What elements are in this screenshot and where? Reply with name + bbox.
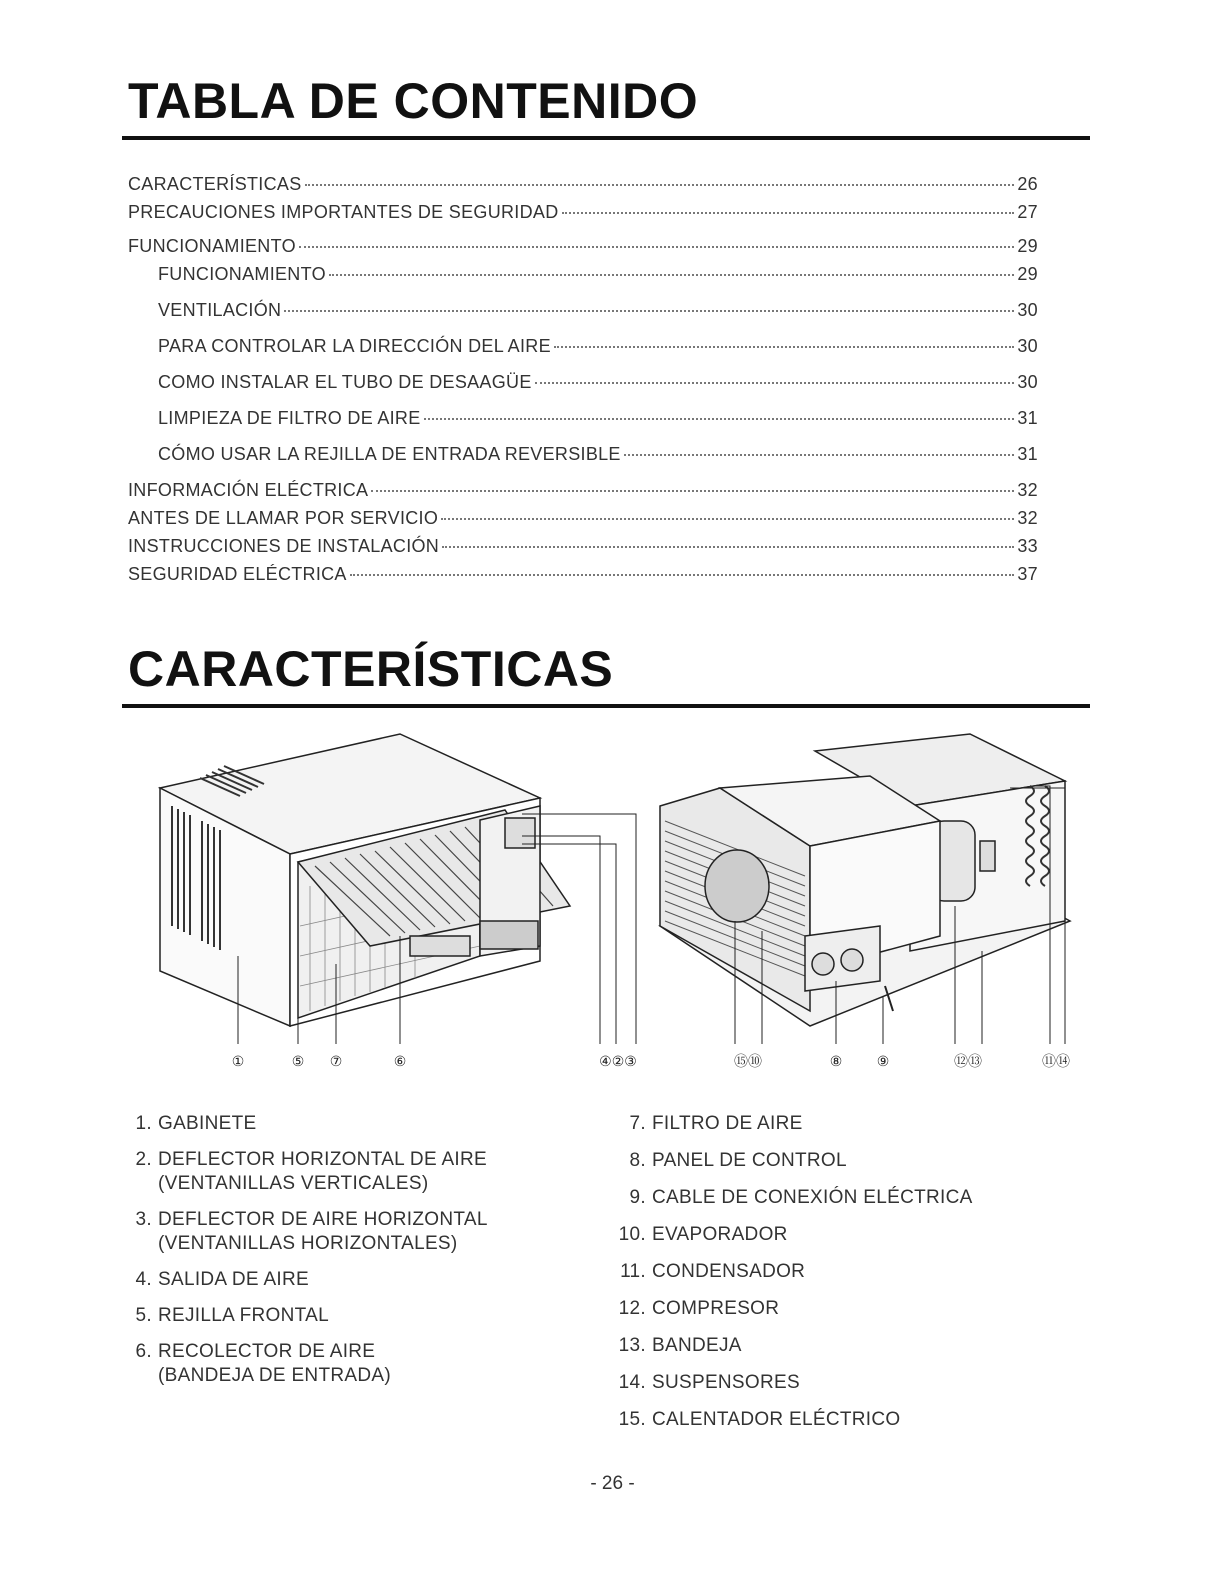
part-name: REJILLA FRONTAL xyxy=(158,1305,329,1326)
table-of-contents xyxy=(128,174,1038,592)
part-name: COMPRESOR xyxy=(652,1298,780,1319)
toc-heading: TABLA DE CONTENIDO xyxy=(128,73,699,129)
part-item xyxy=(616,1408,973,1432)
front-view-unit xyxy=(160,734,570,1026)
toc-dot-leader xyxy=(624,454,1015,456)
callout-4-2-3: ④②③ xyxy=(599,1053,637,1069)
toc-entry xyxy=(128,444,1038,480)
part-item xyxy=(122,1340,488,1388)
features-heading: CARACTERÍSTICAS xyxy=(128,641,614,697)
callout-8: ⑧ xyxy=(829,1053,843,1069)
toc-entry-page: 33 xyxy=(1017,536,1038,556)
part-name: CONDENSADOR xyxy=(652,1261,806,1282)
part-number: 4. xyxy=(135,1269,152,1290)
toc-entry-page: 29 xyxy=(1017,236,1038,256)
toc-entry-page: 30 xyxy=(1017,336,1038,356)
toc-entry-page: 30 xyxy=(1017,372,1038,392)
part-item xyxy=(122,1148,488,1196)
toc-entry xyxy=(128,202,1038,230)
callout-1: ① xyxy=(231,1053,245,1069)
chassis-view-unit xyxy=(660,734,1070,1026)
part-name: EVAPORADOR xyxy=(652,1224,788,1245)
toc-entry-page: 31 xyxy=(1017,444,1038,464)
toc-heading-rule xyxy=(122,136,1090,140)
part-number: 2. xyxy=(135,1149,152,1170)
part-number: 5. xyxy=(135,1305,152,1326)
part-name: RECOLECTOR DE AIRE (BANDEJA DE ENTRADA) xyxy=(158,1341,391,1386)
part-number: 15. xyxy=(618,1409,646,1430)
callout-6: ⑥ xyxy=(393,1053,407,1069)
toc-dot-leader xyxy=(535,382,1015,384)
toc-entry-label: INFORMACIÓN ELÉCTRICA xyxy=(128,480,369,500)
part-number: 10. xyxy=(618,1224,646,1245)
toc-entry-page: 32 xyxy=(1017,480,1038,500)
toc-entry-page: 32 xyxy=(1017,508,1038,528)
toc-entry-page: 29 xyxy=(1017,264,1038,284)
toc-entry xyxy=(128,174,1038,202)
toc-dot-leader xyxy=(305,184,1015,186)
toc-entry-label: INSTRUCCIONES DE INSTALACIÓN xyxy=(128,536,440,556)
part-name: SALIDA DE AIRE xyxy=(158,1269,309,1290)
toc-dot-leader xyxy=(562,212,1015,214)
part-name: PANEL DE CONTROL xyxy=(652,1150,847,1171)
toc-entry-page: 37 xyxy=(1017,564,1038,584)
toc-dot-leader xyxy=(441,518,1014,520)
toc-entry-label: PRECAUCIONES IMPORTANTES DE SEGURIDAD xyxy=(128,202,559,222)
toc-dot-leader xyxy=(554,346,1014,348)
toc-dot-leader xyxy=(299,246,1015,248)
toc-dot-leader xyxy=(442,546,1014,548)
toc-entry xyxy=(128,408,1038,444)
toc-entry-label: FUNCIONAMIENTO xyxy=(128,236,296,256)
part-name: BANDEJA xyxy=(652,1335,742,1356)
toc-dot-leader xyxy=(424,418,1015,420)
part-name: FILTRO DE AIRE xyxy=(652,1113,803,1134)
part-item xyxy=(616,1223,973,1247)
part-number: 8. xyxy=(629,1150,646,1171)
part-item xyxy=(122,1208,488,1256)
part-name: CABLE DE CONEXIÓN ELÉCTRICA xyxy=(652,1187,973,1208)
toc-entry xyxy=(128,536,1038,564)
parts-list-right xyxy=(616,1112,973,1445)
toc-entry xyxy=(128,236,1038,264)
air-conditioner-illustration xyxy=(150,726,1085,1076)
toc-entry-label: FUNCIONAMIENTO xyxy=(158,264,326,284)
part-item xyxy=(616,1149,973,1173)
part-name: DEFLECTOR HORIZONTAL DE AIRE (VENTANILLAS VERTICALES) xyxy=(158,1149,487,1194)
toc-entry-label: COMO INSTALAR EL TUBO DE DESAAGÜE xyxy=(158,372,532,392)
toc-entry xyxy=(128,264,1038,300)
callout-9: ⑨ xyxy=(876,1053,890,1069)
part-item xyxy=(616,1260,973,1284)
part-number: 3. xyxy=(135,1209,152,1230)
toc-entry-page: 30 xyxy=(1017,300,1038,320)
part-name: SUSPENSORES xyxy=(652,1372,800,1393)
toc-entry-page: 26 xyxy=(1017,174,1038,194)
toc-entry xyxy=(128,564,1038,592)
callout-12-13: ⑫⑬ xyxy=(954,1053,982,1069)
page-number: - 26 - xyxy=(590,1473,635,1494)
part-number: 13. xyxy=(618,1335,646,1356)
part-name: GABINETE xyxy=(158,1113,257,1134)
toc-entry xyxy=(128,372,1038,408)
toc-dot-leader xyxy=(329,274,1015,276)
features-heading-rule xyxy=(122,704,1090,708)
toc-entry xyxy=(128,336,1038,372)
part-number: 12. xyxy=(618,1298,646,1319)
callout-11-14: ⑪⑭ xyxy=(1042,1053,1070,1069)
toc-entry-label: SEGURIDAD ELÉCTRICA xyxy=(128,564,347,584)
part-item xyxy=(122,1268,488,1292)
toc-entry-label: CARACTERÍSTICAS xyxy=(128,174,302,194)
parts-list-left xyxy=(122,1112,488,1400)
part-number: 11. xyxy=(620,1261,646,1282)
toc-entry-page: 27 xyxy=(1017,202,1038,222)
part-name: CALENTADOR ELÉCTRICO xyxy=(652,1409,901,1430)
toc-entry-label: LIMPIEZA DE FILTRO DE AIRE xyxy=(158,408,421,428)
part-item xyxy=(616,1334,973,1358)
part-item xyxy=(616,1112,973,1136)
toc-dot-leader xyxy=(350,574,1015,576)
toc-entry xyxy=(128,300,1038,336)
callout-15-10: ⑮⑩ xyxy=(734,1053,762,1069)
part-item xyxy=(122,1112,488,1136)
part-item xyxy=(122,1304,488,1328)
part-item xyxy=(616,1186,973,1210)
part-item xyxy=(616,1371,973,1395)
toc-entry-label: VENTILACIÓN xyxy=(158,300,282,320)
callout-5: ⑤ xyxy=(291,1053,305,1069)
part-item xyxy=(616,1297,973,1321)
part-number: 6. xyxy=(135,1341,152,1362)
part-number: 1. xyxy=(135,1113,152,1134)
toc-entry-label: PARA CONTROLAR LA DIRECCIÓN DEL AIRE xyxy=(158,336,551,356)
toc-entry-label: ANTES DE LLAMAR POR SERVICIO xyxy=(128,508,439,528)
toc-entry xyxy=(128,480,1038,508)
callout-7: ⑦ xyxy=(329,1053,343,1069)
toc-entry-label: CÓMO USAR LA REJILLA DE ENTRADA REVERSIBLE xyxy=(158,444,621,464)
toc-dot-leader xyxy=(371,490,1014,492)
toc-dot-leader xyxy=(284,310,1014,312)
part-number: 7. xyxy=(629,1113,646,1134)
part-number: 14. xyxy=(618,1372,646,1393)
part-name: DEFLECTOR DE AIRE HORIZONTAL (VENTANILLAS HORIZONTALES) xyxy=(158,1209,488,1254)
toc-entry xyxy=(128,508,1038,536)
toc-entry-page: 31 xyxy=(1017,408,1038,428)
part-number: 9. xyxy=(629,1187,646,1208)
